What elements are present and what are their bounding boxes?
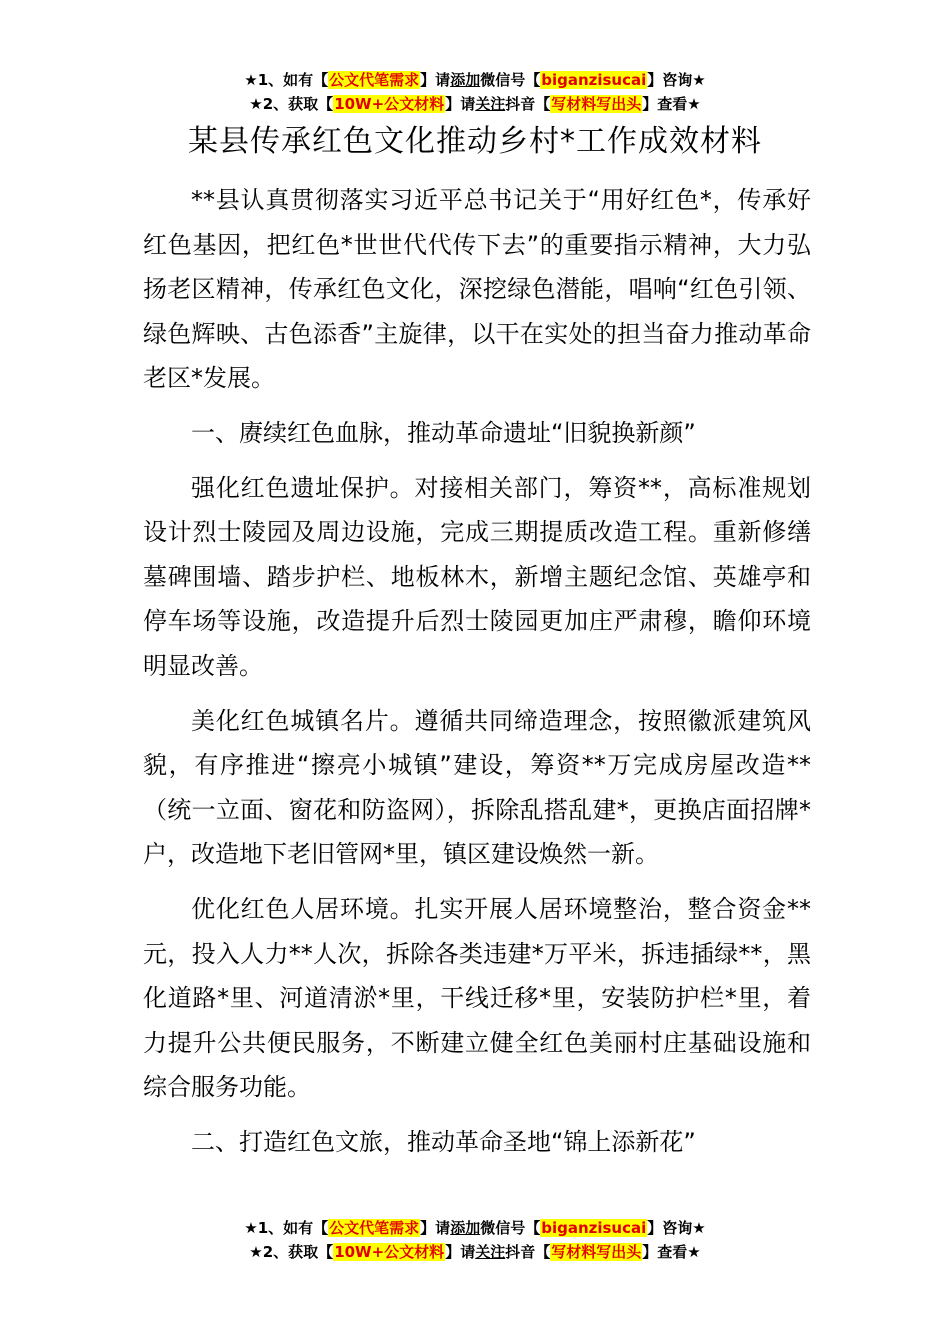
body-paragraph: 优化红色人居环境。扎实开展人居环境整治，整合资金**元，投入人力**人次，拆除各类违建*万平米，拆违插绿**，黑化道路*里、河道清淤*里，干线迁移*里，安装防护栏*里，着力提升公共便民服务，不断建立健全红色美丽村庄基础设施和综合服务功能。 [143,894,811,1102]
promo-underlined-text: 添加 [450,1219,481,1237]
promo-text: ★1、如有【 [244,1219,329,1237]
promo-highlight: 公文代笔需求 [329,71,420,89]
promo-highlight: 写材料写出头 [551,1243,642,1261]
body-paragraph: 美化红色城镇名片。遵循共同缔造理念，按照徽派建筑风貌，有序推进“擦亮小城镇”建设，筹资**万完成房屋改造**（统一立面、窗花和防盗网），拆除乱搭乱建*，更换店面招牌*户，改造地下老旧管网*里，镇区建设焕然一新。 [143,706,811,869]
bottom-promo-banner [0,1216,950,1264]
section-heading-2: 二、打造红色文旅，推动革命圣地“锦上添新花” [191,1127,696,1156]
promo-highlight: biganzisucai [541,71,647,89]
promo-text: ★1、如有【 [244,71,329,89]
promo-highlight: 公文代笔需求 [329,1219,420,1237]
promo-text: 】请 [445,95,476,113]
intro-paragraph: **县认真贯彻落实习近平总书记关于“用好红色*，传承好红色基因，把红色*世世代代传下去”的重要指示精神，大力弘扬老区精神，传承红色文化，深挖绿色潜能，唱响“红色引领、绿色辉映、古色添香”主旋律，以干在实处的担当奋力推动革命老区*发展。 [143,186,811,393]
promo-underlined-text: 关注 [475,1243,506,1261]
document-title: 某县传承红色文化推动乡村*工作成效材料 [188,124,762,159]
promo-text: 】咨询★ [647,71,706,89]
promo-line-1 [0,68,950,92]
promo-text: 抖音【 [505,95,551,113]
promo-text: 】咨询★ [647,1219,706,1237]
promo-text: ★2、获取【 [249,1243,334,1261]
promo-highlight: biganzisucai [541,1219,647,1237]
promo-text: 微信号【 [480,71,541,89]
promo-text: 】请 [445,1243,476,1261]
promo-highlight: 写材料写出头 [551,95,642,113]
promo-text: 微信号【 [480,1219,541,1237]
promo-line-2 [0,92,950,116]
promo-text: 】请 [420,71,451,89]
promo-text: 抖音【 [505,1243,551,1261]
body-paragraph: 强化红色遗址保护。对接相关部门，筹资**，高标准规划设计烈士陵园及周边设施，完成三期提质改造工程。重新修缮墓碑围墙、踏步护栏、地板林木，新增主题纪念馆、英雄亭和停车场等设施，改造提升后烈士陵园更加庄严肃穆，瞻仰环境明显改善。 [143,473,811,680]
promo-text: 】查看★ [642,1243,701,1261]
promo-text: 】请 [420,1219,451,1237]
promo-text: 】查看★ [642,95,701,113]
promo-highlight: 10W+公文材料 [334,1243,445,1261]
top-promo-banner [0,68,950,116]
promo-underlined-text: 关注 [475,95,506,113]
document-body [143,178,811,1174]
promo-line-2 [0,1240,950,1264]
section-heading-1: 一、赓续红色血脉，推动革命遗址“旧貌换新颜” [191,418,696,447]
promo-highlight: 10W+公文材料 [334,95,445,113]
promo-underlined-text: 添加 [450,71,481,89]
promo-line-1 [0,1216,950,1240]
promo-text: ★2、获取【 [249,95,334,113]
